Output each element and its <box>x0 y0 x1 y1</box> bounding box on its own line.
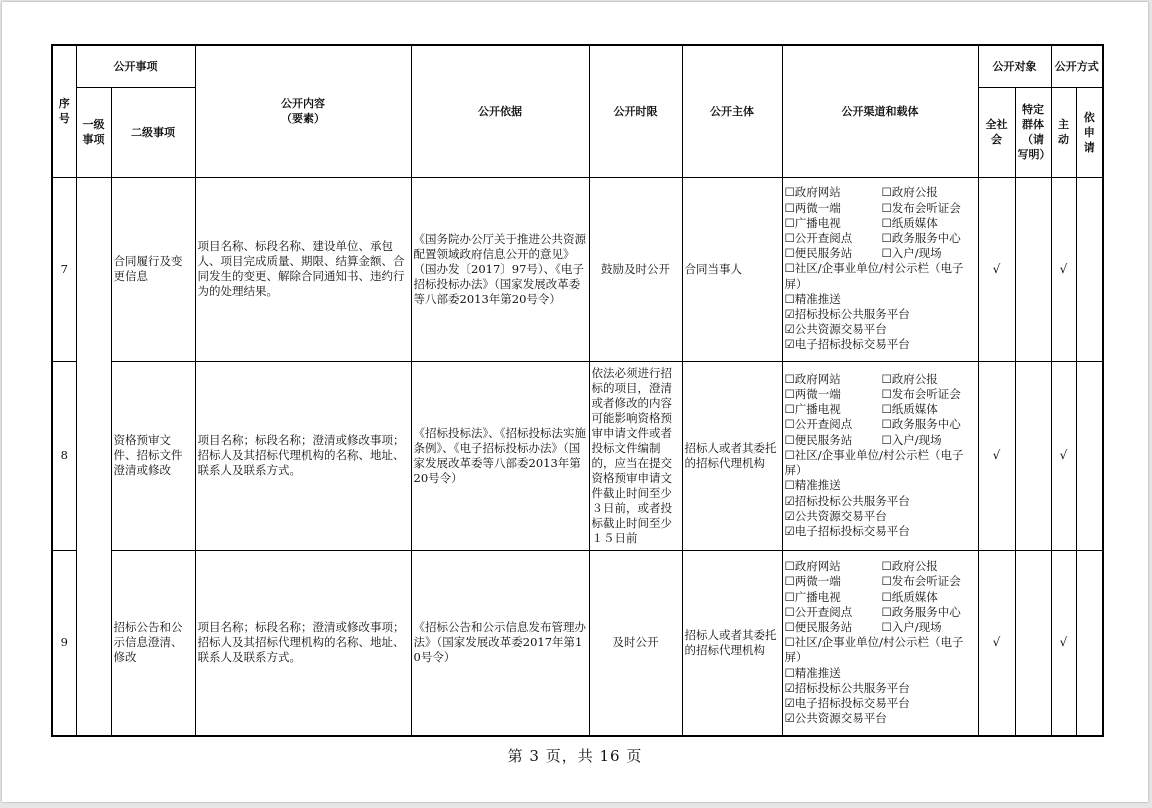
channel-option: ☐发布会听证会 <box>881 387 961 402</box>
channel-option: ☐政务服务中心 <box>881 417 961 432</box>
channel-option: ☐发布会听证会 <box>881 574 961 589</box>
channel-option: ☐公开查阅点 <box>784 604 853 619</box>
row-seq: 8 <box>52 361 76 550</box>
row-channels <box>782 361 978 550</box>
header-basis: 公开依据 <box>411 45 589 177</box>
row-specific-group <box>1015 361 1051 550</box>
channel-option: ☐纸质媒体 <box>881 589 938 604</box>
channel-option: ☑招标投标公共服务平台 <box>784 680 910 695</box>
channel-option: ☐政府公报 <box>881 559 938 574</box>
row-basis: 《招标投标法》、《招标投标法实施条例》、《电子招标投标办法》（国家发展改革委等八部委2013年第20号令） <box>411 361 589 550</box>
row-content: 项目名称；标段名称；澄清或修改事项；招标人及其招标代理机构的名称、地址、联系人及联系方式。 <box>195 361 411 550</box>
channel-list <box>785 372 976 539</box>
disclosure-table <box>51 44 1104 737</box>
header-subject: 公开主体 <box>682 45 782 177</box>
channel-option: ☑公共资源交易平台 <box>784 322 887 337</box>
channel-option: ☐公开查阅点 <box>784 417 853 432</box>
channel-option: ☐政府网站 <box>784 371 841 386</box>
channel-option: ☑招标投标公共服务平台 <box>784 307 910 321</box>
row-seq: 7 <box>52 177 76 361</box>
row-content: 项目名称、标段名称、建设单位、承包人、项目完成质量、期限、结算金额、合同发生的变更、解除合同通知书、违约行为的处理结果。 <box>195 177 411 361</box>
channel-option: ☑电子招标投标交易平台 <box>784 695 910 710</box>
row-active: √ <box>1051 361 1076 550</box>
row-time-limit: 依法必须进行招标的项目，澄清或者修改的内容可能影响资格预审申请文件或者投标文件编制的，应当在提交资格预审申请文件截止时间至少３日前，或者投标截止时间至少１５日前 <box>589 361 682 550</box>
header-level2: 二级事项 <box>111 87 195 177</box>
header-active: 主动 <box>1051 87 1076 177</box>
row-basis: 《国务院办公厅关于推进公共资源配置领域政府信息公开的意见》（国办发〔2017〕97号）、《电子招标投标办法》（国家发展改革委等八部委2013年第20号令） <box>411 177 589 361</box>
row-time-limit: 及时公开 <box>589 550 682 736</box>
channel-option: ☐政务服务中心 <box>881 230 961 245</box>
header-channels: 公开渠道和载体 <box>782 45 978 177</box>
table-row <box>52 177 1103 361</box>
channel-option: ☐便民服务站 <box>784 619 853 634</box>
row-on-request <box>1076 361 1103 550</box>
row-level2: 招标公告和公示信息澄清、修改 <box>111 550 195 736</box>
channel-option: ☐社区/企事业单位/村公示栏（电子屏） <box>784 447 964 478</box>
channel-option: ☑公共资源交易平台 <box>784 711 887 726</box>
row-active: √ <box>1051 550 1076 736</box>
document-page <box>2 2 1148 802</box>
channel-option: ☐社区/企事业单位/村公示栏（电子屏） <box>784 261 964 291</box>
row-content: 项目名称；标段名称；澄清或修改事项；招标人及其招标代理机构的名称、地址、联系人及联系方式。 <box>195 550 411 736</box>
row-channels <box>782 550 978 736</box>
header-level1: 一级事项 <box>76 87 111 177</box>
row-active: √ <box>1051 177 1076 361</box>
header-method: 公开方式 <box>1051 45 1103 87</box>
channel-option: ☐入户/现场 <box>881 432 942 447</box>
channel-option: ☐发布会听证会 <box>881 200 961 215</box>
row-subject: 招标人或者其委托的招标代理机构 <box>682 361 782 550</box>
channel-option: ☐精准推送 <box>784 478 841 493</box>
channel-option: ☐广播电视 <box>784 215 841 230</box>
channel-option: ☐广播电视 <box>784 402 841 417</box>
header-audience: 公开对象 <box>978 45 1051 87</box>
row-specific-group <box>1015 177 1051 361</box>
channel-option: ☐便民服务站 <box>784 246 853 261</box>
level1-cell <box>76 177 111 736</box>
channel-option: ☐公开查阅点 <box>784 230 853 245</box>
header-time-limit: 公开时限 <box>589 45 682 177</box>
header-on-request: 依申请 <box>1076 87 1103 177</box>
channel-option: ☐政府网站 <box>784 559 841 574</box>
row-public-all: √ <box>978 177 1015 361</box>
channel-list <box>785 559 976 726</box>
table-row <box>52 361 1103 550</box>
channel-option: ☐政府网站 <box>784 185 841 200</box>
channel-option: ☐精准推送 <box>784 291 841 306</box>
row-level2: 资格预审文件、招标文件澄清或修改 <box>111 361 195 550</box>
header-content: 公开内容 （要素） <box>195 45 411 177</box>
header-row-1 <box>52 45 1103 87</box>
row-subject: 招标人或者其委托的招标代理机构 <box>682 550 782 736</box>
header-specific-group: 特定群体（请写明） <box>1015 87 1051 177</box>
channel-option: ☐政务服务中心 <box>881 604 961 619</box>
channel-option: ☐两微一端 <box>784 200 841 215</box>
channel-option: ☐精准推送 <box>784 665 841 680</box>
channel-option: ☑公共资源交易平台 <box>784 508 887 523</box>
channel-option: ☐入户/现场 <box>881 619 942 634</box>
channel-option: ☐政府公报 <box>881 371 938 386</box>
channel-option: ☐社区/企事业单位/村公示栏（电子屏） <box>784 635 964 665</box>
header-seq: 序号 <box>52 45 76 177</box>
channel-option: ☑电子招标投标交易平台 <box>784 337 910 352</box>
page-footer: 第 3 页，共 16 页 <box>507 747 643 765</box>
channel-option: ☑招标投标公共服务平台 <box>784 493 910 508</box>
channel-option: ☐纸质媒体 <box>881 402 938 417</box>
row-level2: 合同履行及变更信息 <box>111 177 195 361</box>
row-channels <box>782 177 978 361</box>
channel-option: ☐两微一端 <box>784 574 841 589</box>
header-public-all: 全社会 <box>978 87 1015 177</box>
channel-option: ☐广播电视 <box>784 589 841 604</box>
channel-option: ☑电子招标投标交易平台 <box>784 523 910 538</box>
channel-option: ☐政府公报 <box>881 185 938 200</box>
row-public-all: √ <box>978 550 1015 736</box>
row-subject: 合同当事人 <box>682 177 782 361</box>
channel-option: ☐入户/现场 <box>881 246 942 261</box>
header-matters: 公开事项 <box>76 45 195 87</box>
channel-option: ☐便民服务站 <box>784 432 853 447</box>
table-row <box>52 550 1103 736</box>
row-on-request <box>1076 177 1103 361</box>
row-on-request <box>1076 550 1103 736</box>
row-public-all: √ <box>978 361 1015 550</box>
channel-option: ☐两微一端 <box>784 387 841 402</box>
row-time-limit: 鼓励及时公开 <box>589 177 682 361</box>
channel-option: ☐纸质媒体 <box>881 215 938 230</box>
row-specific-group <box>1015 550 1051 736</box>
row-basis: 《招标公告和公示信息发布管理办法》（国家发展改革委2017年第10号令） <box>411 550 589 736</box>
channel-list <box>785 185 976 352</box>
row-seq: 9 <box>52 550 76 736</box>
